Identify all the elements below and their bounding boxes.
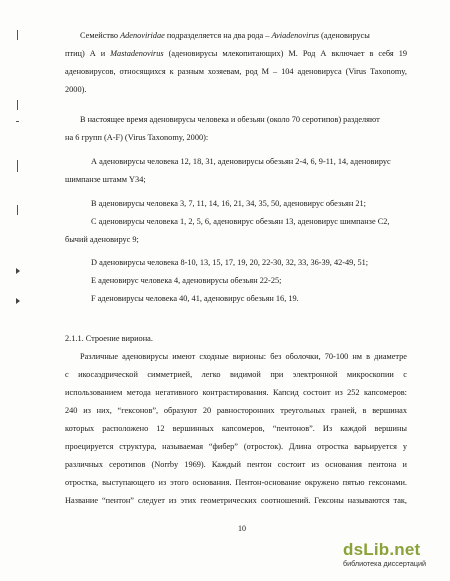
paragraph-line: Семейство Adenoviridae подразделяется на два рода – Aviadenovirus (аденовирусы <box>80 31 370 40</box>
margin-mark <box>17 100 18 110</box>
paragraph-line: Название “пентон” следует из этих геометрических соотношений. Гексоны называются так, <box>65 496 407 505</box>
group-line: F аденовирусы человека 40, 41, аденовирус обезьян 16, 19. <box>91 294 299 303</box>
margin-mark <box>16 121 19 122</box>
section-heading: 2.1.1. Строение вириона. <box>65 334 153 343</box>
margin-mark <box>17 30 18 40</box>
group-line: шимпанзе штамм Y34; <box>65 175 146 184</box>
group-line: бычий аденовирус 9; <box>65 235 139 244</box>
paragraph-line: на 6 групп (A-F) (Virus Taxonomy, 2000): <box>65 133 209 142</box>
page-number: 10 <box>238 524 246 533</box>
paragraph-line: птиц) А и Mastadenovirus (аденовирусы млекопитающих) М. Род А включает в себя 19 <box>65 49 407 58</box>
paragraph-line: использованием метода негативного контрастирования. Капсид состоит из 252 капсомеров: <box>65 388 407 397</box>
paragraph-line: которых расположено 12 вершинных капсомеров, “пентонов”. Из каждой вершины <box>65 424 407 433</box>
paragraph-line: аденовирусов, относящихся к разным хозяевам, род М – 104 аденовируса (Virus Taxonomy, <box>65 67 407 76</box>
paragraph-line: В настоящее время аденовирусы человека и обезьян (около 70 серотипов) разделяют <box>80 115 380 124</box>
group-line: А аденовирусы человека 12, 18, 31, аденовирусы обезьян 2-4, 6, 9-11, 14, аденовирус <box>91 157 391 166</box>
margin-arrow-icon <box>16 298 20 304</box>
group-line: Е аденовирус человека 4, аденовирусы обезьян 22-25; <box>91 276 282 285</box>
paragraph-line: 240 из них, “гексонов”, образуют 20 равносторонних треугольных граней, в вершинах <box>65 406 407 415</box>
margin-arrow-icon <box>16 268 20 274</box>
group-line: С аденовирусы человека 1, 2, 5, 6, аденовирус обезьян 13, аденовирус шимпанзе С2, <box>91 217 390 226</box>
paragraph-line: различных серотипов (Norrby 1969). Каждый пентон состоит из основания пентона и <box>65 460 407 469</box>
paragraph-line: 2000). <box>65 85 87 94</box>
group-line: В аденовирусы человека 3, 7, 11, 14, 16, 21, 34, 35, 50, аденовирус обезьян 21; <box>91 199 366 208</box>
watermark-logo-main: dsLib <box>343 540 390 559</box>
watermark-subtitle: библиотека диссертаций <box>343 559 427 568</box>
watermark-logo-domain: .net <box>389 540 421 559</box>
margin-mark <box>17 160 18 172</box>
paragraph-line: Различные аденовирусы имеют сходные вирионы: без оболочки, 70-100 нм в диаметре <box>80 352 407 361</box>
paragraph-line: с икосаэдрической симметрией, легко видимой при электронной микроскопии с <box>65 370 407 379</box>
paragraph-line: проецируется структура, называемая “фибер” (отросток). Длина отростка варьируется у <box>65 442 407 451</box>
watermark-logo <box>343 540 443 560</box>
group-line: D аденовирусы человека 8-10, 13, 15, 17, 19, 20, 22-30, 32, 33, 36-39, 42-49, 51; <box>91 258 369 267</box>
margin-mark <box>17 205 18 215</box>
watermark <box>343 540 443 578</box>
paragraph-line: отростка, выступающего из этого основания. Пентон-основание окружено пятью гексонами. <box>65 478 407 487</box>
